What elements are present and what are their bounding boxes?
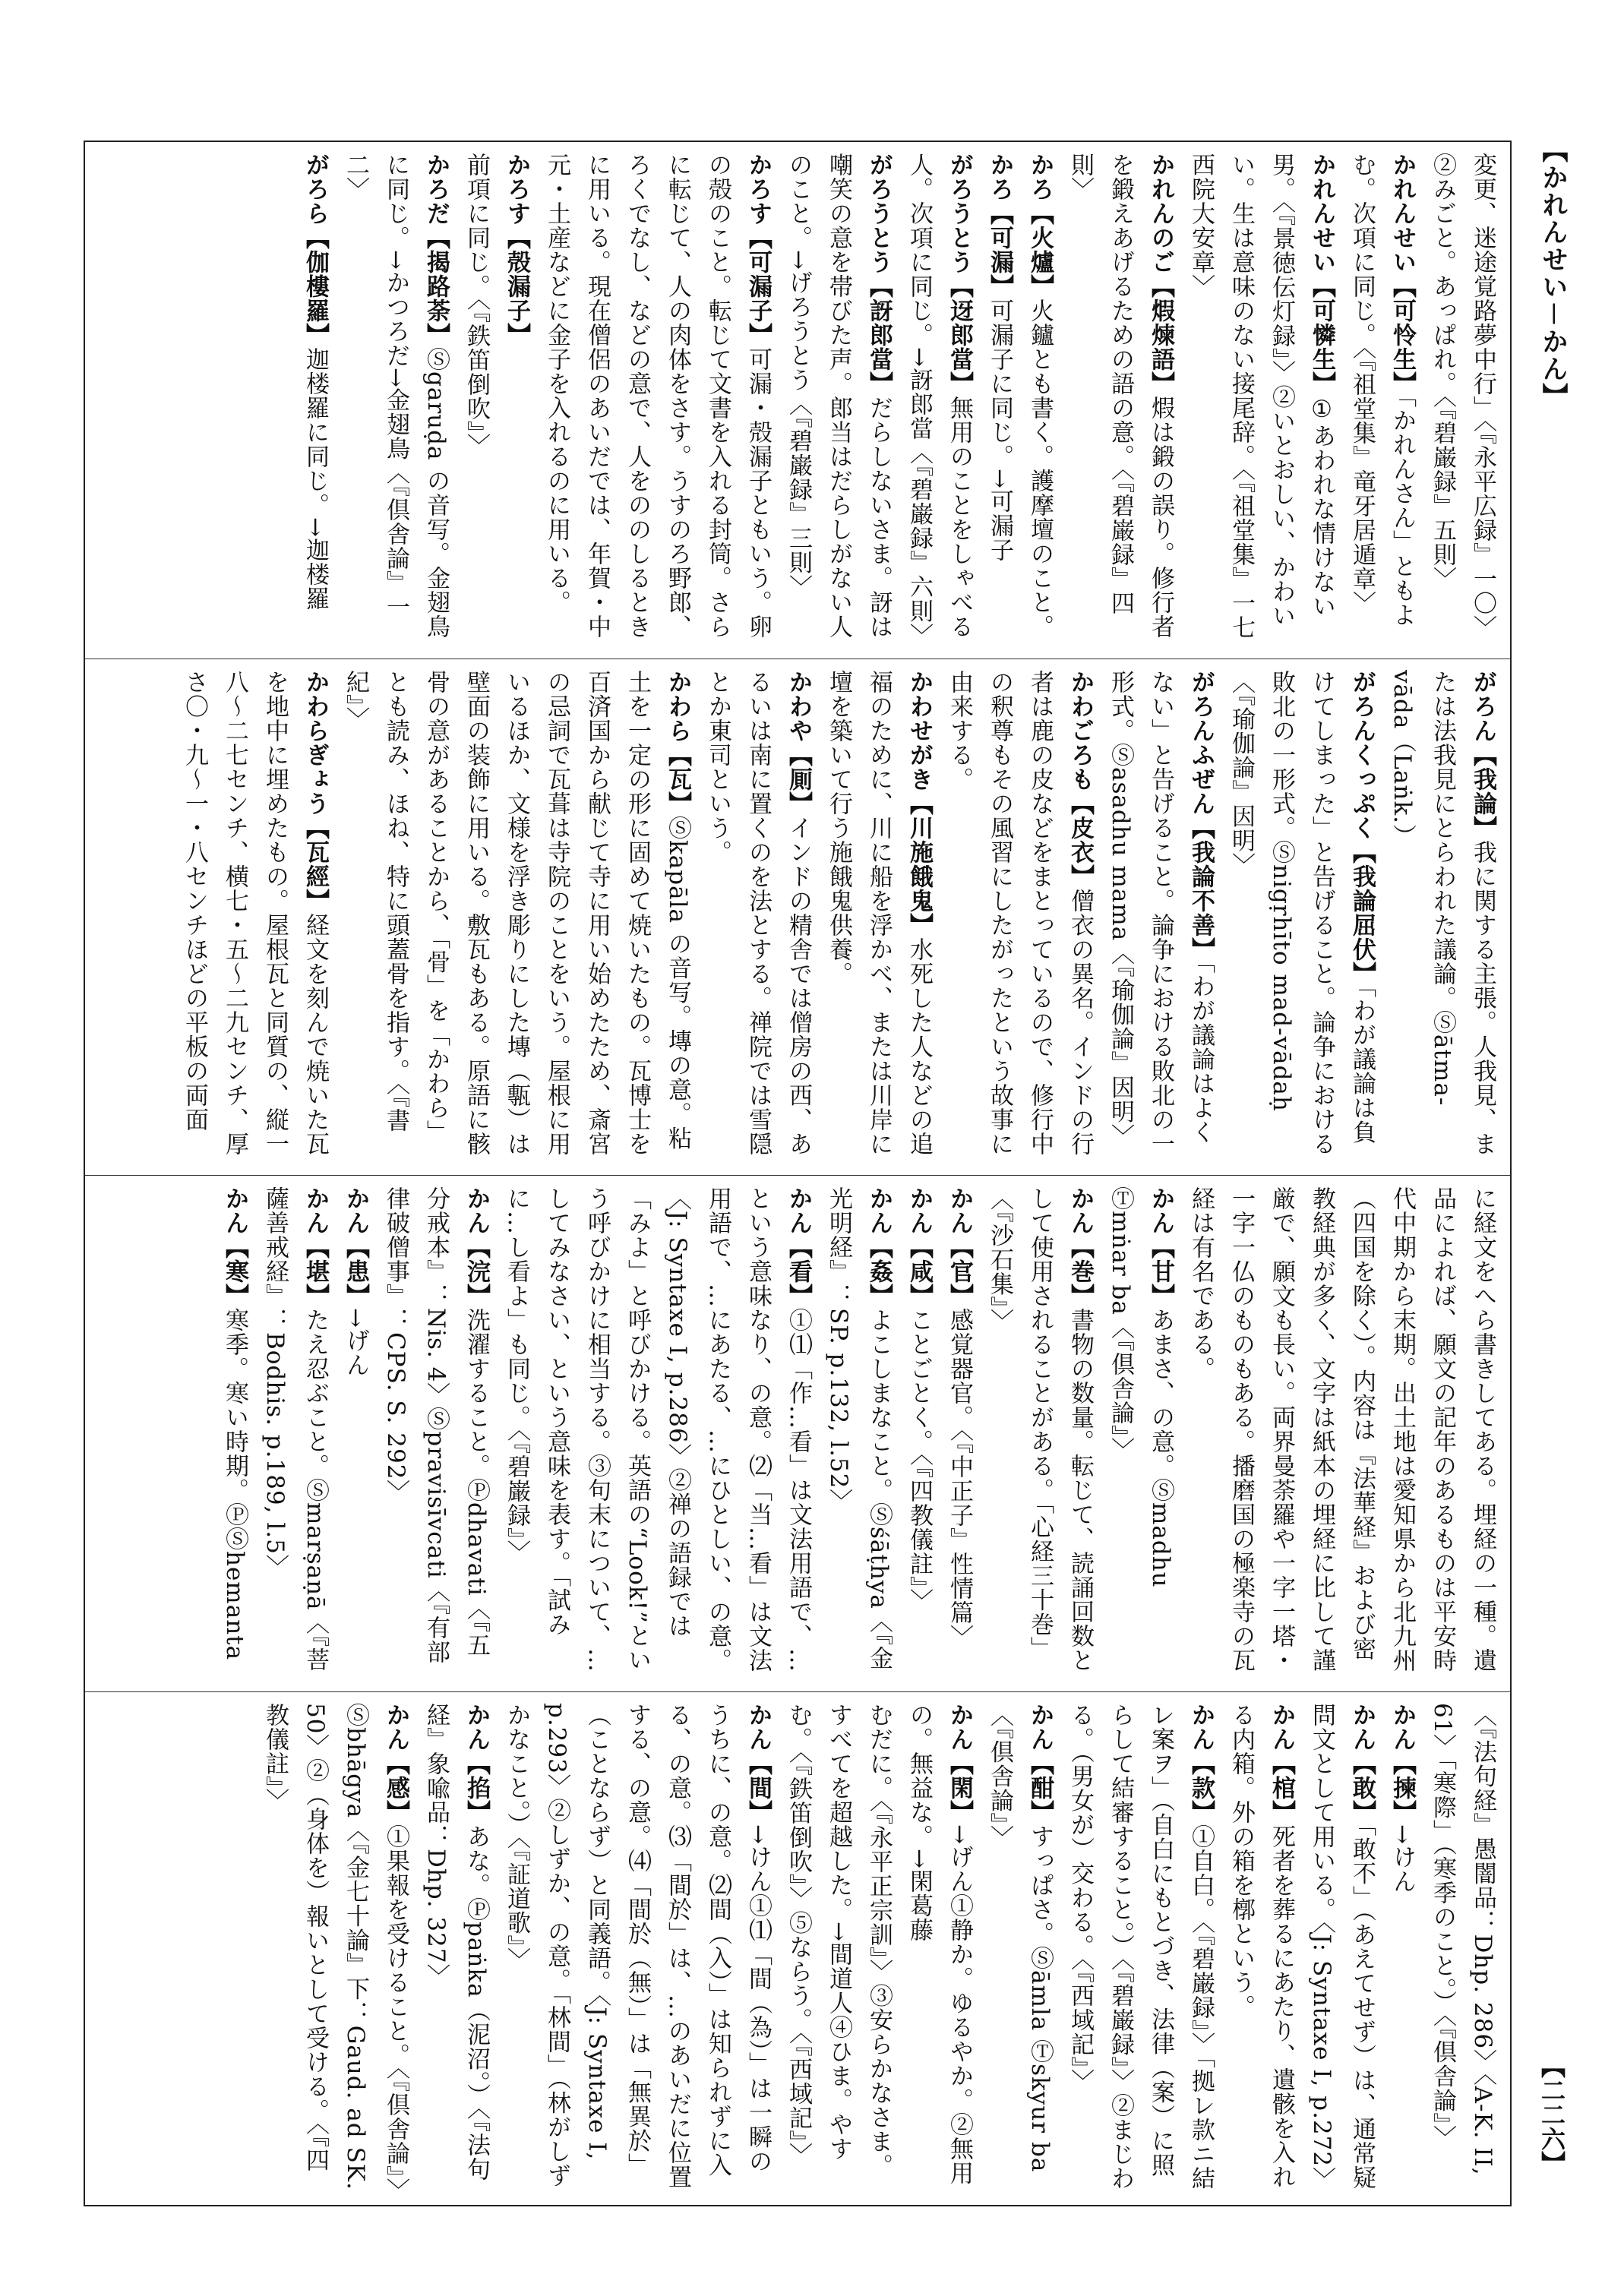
dictionary-entry (536, 153, 778, 648)
dictionary-entry (254, 1703, 415, 2194)
entry-headword: かん【堪】 (302, 1186, 329, 1308)
entry-definition: インドの精舎では僧房の西、あるいは南に置くのを法とする。禅院では雪隠とか東司という。 (704, 670, 812, 1156)
entry-headword: かん【閑】 (946, 1703, 973, 1824)
entry-definition: に経文をへら書きしてある。埋経の一種。遺品によれば、願文の記年のあるものは平安時代中期から末期。出土地は愛知県から北九州（四国を除く）。内容は『法華経』および密教経典が多く、文字は紙本の埋経に比して謹厳で、願文も長い。両界曼荼羅や一字一塔・一字一仏のものもある。播磨国の極楽寺の瓦経は有名である。 (1187, 1186, 1496, 1672)
entry-definition: ①⑴「作…看」は文法用語で、…という意味なり、の意。⑵「当…看」は文法用語で、…にあたる、…にひとしい、の意。〈J: Syntaxe I, p.286〉②禅の語録では「みよ」と呼びかける。英語の“Look!”という呼びかけに相当する。③句末について、…してみなさい、という意味を表す。「試みに…し看よ」も同じ。〈『碧巌録』〉 (503, 1186, 812, 1672)
entry-definition: 寒季。寒い時期。ⓅⓈhemanta (221, 1308, 248, 1661)
dictionary-entry (1341, 153, 1422, 648)
entry-definition: たえ忍ぶこと。Ⓢmarṣaṇā〈『菩薩善戒経』：Bodhis. p.189, l.5〉 (261, 1186, 329, 1672)
entry-definition: むだに。〈『永平正宗訓』〉③安らかなさま。すべてを超越した。→間道人④ひま。やすむ。〈『鉄笛倒吹』〉⑤ならう。〈『西域記』〉 (785, 1703, 893, 2178)
entry-headword: かわらぎょう【瓦經】 (302, 670, 329, 913)
entry-headword: かわごろも【皮衣】 (1066, 670, 1094, 889)
entry-headword: かろ【火爐】 (1026, 153, 1054, 298)
entry-headword: かん【棺】 (1268, 1703, 1295, 1824)
entry-definition: ①あわれな情けない男。〈『景徳伝灯録』〉②いとおしい、かわいい。生は意味のない接尾辞。〈『祖堂集』一七 西院大安章〉 (1187, 153, 1335, 640)
entry-definition: ①果報を受けること。〈『倶舎論』〉Ⓢbhāgya〈『金七十論』下：Gaud. ad SK. 50〉②（身体を）報いとして受ける。〈『四教儀註』〉 (261, 1703, 409, 2190)
dictionary-entry (335, 1186, 375, 1681)
entry-headword: かん【揀】 (1389, 1703, 1416, 1824)
dictionary-entry (1019, 153, 1060, 648)
entry-headword: かん【姦】 (865, 1186, 893, 1308)
entry-definition: 迦楼羅に同じ。→迦楼羅 (302, 347, 329, 611)
dictionary-entry (1060, 1703, 1221, 2194)
entry-definition: 僧衣の異名。インドの行者は鹿の皮などをまとっているので、修行中の釈尊もその風習にしたがったという故事に由来する。 (946, 670, 1094, 1156)
dictionary-entry (1422, 1703, 1502, 2194)
entry-definition: →けん①⑴「間（為）」は一瞬のうちに、の意。⑵間（入）」は知られずに入る、の意。⑶「間於」は、…のあいだに位置する、の意。⑷「間於（無）」は「無異於」（ことならず）と同義語。〈J: Syntaxe I, p.293〉②しずか、の意。「林間」（林がしずかなこと。）〈『証道歌』〉 (503, 1703, 772, 2189)
dictionary-entry (1060, 153, 1180, 648)
entry-definition: よこしまなこと。Ⓢśāṭhya〈『金光明経』：SP. p.132, l.52〉 (825, 1186, 893, 1671)
entry-headword: かん【官】 (946, 1186, 973, 1308)
tier-3 (85, 1175, 1510, 1691)
dictionary-entry (939, 670, 1100, 1164)
entry-definition: 我に関する主張。人我見、または法我見にとらわれた議論。Ⓢātma-vāda（Laṅk.） (1389, 670, 1496, 1156)
entry-definition: 「わが議論は負けてしまった」と告げること。論争における敗北の一形式。Ⓢnigṛhīto mad-vādaḥ〈『瑜伽論』因明〉 (1227, 670, 1376, 1156)
entry-headword: かれんのご【煆煉語】 (1147, 153, 1174, 396)
dictionary-entry (818, 670, 939, 1164)
entry-headword: がろんふぜん【我論不善】 (1187, 670, 1215, 962)
entry-headword: かわや【厠】 (785, 670, 812, 816)
dictionary-entry (1382, 1703, 1422, 2194)
dictionary-entry (295, 153, 335, 648)
entry-definition: ②みごと。あっぱれ。〈『碧巌録』五則〉 (1429, 153, 1456, 591)
entry-definition: 「わが議論はよくない」と告げること。論争における敗北の一形式。Ⓢasadhu mama〈『瑜伽論』因明〉 (1107, 670, 1215, 1156)
entry-definition: →けん (1389, 1824, 1416, 1893)
entry-definition: →げん①静か。ゆるやか。②無用の。無益な。→閑葛藤 (905, 1703, 973, 2185)
entry-definition: すっぱさ。Ⓢāmla Ⓣskyur ba〈『倶舎論』〉 (986, 1703, 1054, 2173)
entry-definition: 前項に同じ。〈『鉄笛倒吹』〉 (463, 153, 490, 458)
entry-definition: 煆は鍛の誤り。修行者を鍛えあげるための語の意。〈『碧巌録』四則〉 (1066, 153, 1174, 639)
entry-definition: Ⓢkapāla の音写。塼の意。粘土を一定の形に固めて焼いたもの。瓦博士を百済国から献じて寺に用い始めたため、斎宮の忌詞で瓦葺は寺院のことをいう。屋根に用いるほか、文様を浮き彫りにした塼（甎）は壁面の装飾に用いる。敷瓦もある。原語に骸骨の意があることから、「骨」を「かわら」とも読み、ほね、特に頭蓋骨を指す。〈『書紀』〉 (342, 670, 691, 1156)
dictionary-entry (778, 153, 899, 648)
dictionary-entry (496, 1186, 818, 1681)
entry-definition: 洗濯すること。Ⓟdhavati〈『五分戒本』：Nis. 4〉Ⓢpravisīvcati〈『有部律破僧事』：CPS. S. 292〉 (382, 1186, 490, 1665)
entry-headword: かろす【殻漏子】 (503, 153, 530, 347)
entry-headword: かわら【瓦】 (664, 670, 691, 816)
dictionary-entry (939, 1186, 979, 1681)
entry-definition: 〈『法句経』愚闇品：Dhp. 286〉〈A-K. II, 61〉「寒際」（寒季のこと。）〈『倶舎論』〉 (1429, 1703, 1496, 2176)
entry-headword: かろ【可漏】 (986, 153, 1013, 298)
page-header-title: 【かれんせい－かん】 (1537, 137, 1568, 410)
dictionary-entry (1462, 153, 1502, 648)
entry-headword: かろす【可漏子】 (744, 153, 772, 347)
dictionary-entry (818, 1186, 899, 1681)
entry-headword: かん【咸】 (905, 1186, 933, 1308)
entry-definition: 無用のことをしゃべる人。次項に同じ。→訝郎當〈『碧巌録』六則〉 (905, 153, 973, 648)
dictionary-entry (778, 1703, 899, 2194)
dictionary-entry (415, 1703, 496, 2194)
dictionary-entry (1422, 153, 1462, 648)
entry-headword: がろら【伽樓羅】 (302, 153, 329, 347)
dictionary-entry (174, 670, 335, 1164)
tier-4 (85, 1691, 1510, 2205)
entry-headword: かわせがき【川施餓鬼】 (905, 670, 933, 937)
dictionary-entry (697, 670, 818, 1164)
entry-headword: かん【巻】 (1066, 1186, 1094, 1308)
dictionary-entry (1221, 1703, 1301, 2194)
tier-1 (85, 142, 1510, 659)
dictionary-entry (979, 1703, 1060, 2194)
entry-definition: 可漏・殻漏子ともいう。卵の殻のこと。転じて文書を入れる封筒。さらに転じて、人の肉体をさす。うすのろ野郎、ろくでなし、などの意で、人をののしるときに用いる。現在僧侶のあいだでは、年賀・中元・土産などに金子を入れるのに用いる。 (543, 153, 772, 639)
dictionary-entry (899, 153, 979, 648)
dictionary-entry (456, 153, 536, 648)
entry-headword: かん【掐】 (463, 1703, 490, 1824)
entry-headword: かん【浣】 (463, 1186, 490, 1308)
dictionary-entry (979, 1186, 1100, 1681)
dictionary-page (84, 141, 1512, 2206)
dictionary-entry (254, 1186, 335, 1681)
entry-headword: がろうとう【迓郎當】 (946, 153, 973, 396)
entry-definition: 水死した人などの追福のために、川に船を浮かべ、または川岸に壇を築いて行う施餓鬼供養。 (825, 670, 933, 1156)
entry-headword: かん【甘】 (1147, 1186, 1174, 1308)
dictionary-entry (1100, 670, 1221, 1164)
entry-headword: かん【患】 (342, 1186, 369, 1308)
entry-definition: あな。Ⓟpaṅka（泥沼。）〈『法句経』象喩品：Dhp. 327〉 (422, 1703, 490, 2182)
entry-headword: かれんせい【可憐生】 (1308, 153, 1335, 396)
dictionary-entry (1180, 153, 1341, 648)
entry-definition: だらしないさま。訝は嘲笑の意を帯びた声。郎当はだらしがない人のこと。→げろうとう〈『碧巌録』三則〉 (785, 153, 893, 639)
entry-headword: かん【酣】 (1026, 1703, 1054, 1824)
entry-headword: かん【款】 (1187, 1703, 1215, 1824)
dictionary-entry (1180, 1186, 1502, 1681)
entry-definition: 火鑪とも書く。護摩壇のこと。 (1026, 298, 1054, 639)
dictionary-entry (979, 153, 1019, 648)
entry-headword: かれんせい【可怜生】 (1389, 153, 1416, 396)
entry-definition: 変更、迷途覚路夢中行」〈『永平広録』一〇〉 (1469, 153, 1496, 640)
entry-definition: 「敢不」（あえてせず）は、通常疑問文として用いる。〈J: Syntaxe I, p.272〉 (1308, 1703, 1376, 2192)
entry-definition: 「かれんさん」ともよむ。次項に同じ。〈『祖堂集』竜牙居遁章〉 (1348, 153, 1416, 627)
dictionary-entry (496, 1703, 778, 2194)
entry-headword: がろんくっぷく【我論屈伏】 (1348, 670, 1376, 986)
dictionary-entry (335, 153, 456, 648)
entry-headword: かん【間】 (744, 1703, 772, 1824)
entry-definition: ことごとく。〈『四教儀註』〉 (905, 1308, 933, 1613)
entry-definition: 経文を刻んで焼いた瓦を地中に埋めたもの。屋根瓦と同質の、縦一八～二七センチ、横七・五～二九センチ、厚さ〇・九～一・八センチほどの平板の両面 (181, 670, 329, 1156)
entry-definition: Ⓢgaruḍa の音写。金翅鳥に同じ。→かつろだ→金翅鳥〈『倶舎論』一二〉 (342, 153, 450, 640)
dictionary-entry (214, 1186, 254, 1681)
page-number: 【二二六】 (1537, 2054, 1566, 2175)
entry-definition: あまさ、の意。Ⓢmadhu Ⓣmṅar ba〈『倶舎論』〉 (1107, 1186, 1174, 1588)
dictionary-entry (335, 670, 697, 1164)
entry-definition: →げん (342, 1308, 369, 1377)
dictionary-entry (899, 1186, 939, 1681)
entry-headword: かん【看】 (785, 1186, 812, 1308)
entry-definition: 感覚器官。〈『中正子』性情篇〉 (946, 1308, 973, 1649)
dictionary-entry (1301, 1703, 1382, 2194)
entry-headword: かん【感】 (382, 1703, 409, 1824)
entry-headword: かろだ【揭路荼】 (422, 153, 450, 347)
entry-headword: がろん【我論】 (1469, 670, 1496, 840)
dictionary-entry (375, 1186, 496, 1681)
dictionary-entry (1382, 670, 1502, 1164)
entry-headword: かん【寒】 (221, 1186, 248, 1308)
dictionary-entry (1100, 1186, 1180, 1681)
entry-definition: 死者を葬るにあたり、遺骸を入れる内箱。外の箱を槨という。 (1227, 1703, 1295, 2189)
entry-definition: 可漏子に同じ。→可漏子 (986, 298, 1013, 562)
entry-definition: 書物の数量。転じて、読誦回数として使用されることがある。「心経三十巻」〈『沙石集』〉 (986, 1186, 1094, 1672)
dictionary-entry (899, 1703, 979, 2194)
entry-headword: かん【敢】 (1348, 1703, 1376, 1824)
dictionary-entry (1221, 670, 1382, 1164)
entry-definition: ①自白。〈『碧巌録』〉「拠レ款ニ結レ案ヲ」（自白にもとづき、法律（案）に照らして結審すること。）〈『碧巌録』〉②まじわる。（男女が）交わる。〈『西域記』〉 (1066, 1703, 1215, 2190)
entry-headword: がろうとう【訝郎當】 (865, 153, 893, 396)
tier-2 (85, 659, 1510, 1175)
